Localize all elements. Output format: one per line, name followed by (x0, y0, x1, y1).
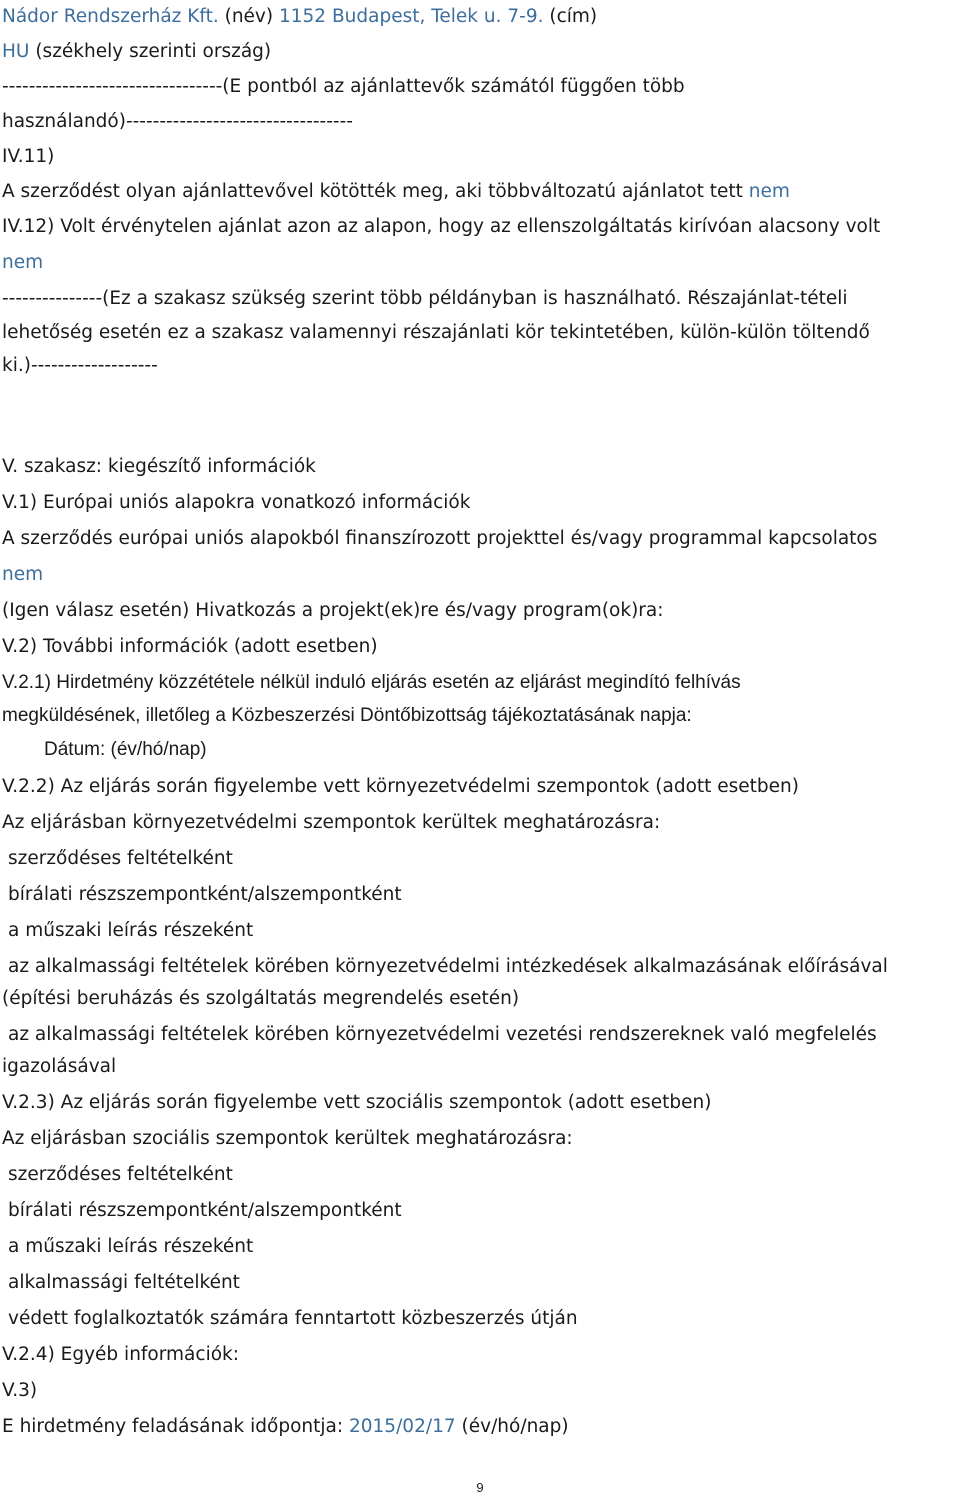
note-line-3: ki.)------------------- (2, 355, 158, 376)
v22-item-5: az alkalmassági feltételek körében környezetvédelmi vezetési rendszereknek való megfelelés (8, 1024, 877, 1045)
v23-item-1: szerződéses feltételként (8, 1164, 233, 1185)
v22-item-2: bírálati részszempontként/alszempontként (8, 884, 402, 905)
v22-item-1: szerződéses feltételként (8, 848, 233, 869)
header-company-line (2, 5, 597, 29)
section-v22-title: V.2.2) Az eljárás során figyelembe vett környezetvédelmi szempontok (adott esetben) (2, 776, 799, 797)
dispatch-line (2, 1415, 569, 1439)
country-code: HU (2, 41, 30, 62)
section-v3-title: V.3) (2, 1380, 38, 1401)
v23-item-3: a műszaki leírás részeként (8, 1236, 254, 1257)
dispatch-label: E hirdetmény feladásának időpontja: (2, 1416, 344, 1437)
section-iv11-label: IV.11) (2, 146, 55, 167)
note-line-1: ---------------(Ez a szakasz szükség szerint több példányban is használható. Részajánlat-tételi (2, 288, 848, 309)
section-v21-date: Dátum: (év/hó/nap) (44, 739, 207, 760)
v22-item-4: az alkalmassági feltételek körében környezetvédelmi intézkedések alkalmazásának előírásával (8, 956, 888, 977)
section-v1-reference: (Igen válasz esetén) Hivatkozás a projekt(ek)re és/vagy program(ok)ra: (2, 600, 664, 621)
section-v21-line-1: V.2.1) Hirdetmény közzététele nélkül induló eljárás esetén az eljárást megindító felhívás (2, 672, 741, 693)
section-iv12-text: IV.12) Volt érvénytelen ajánlat azon az alapon, hogy az ellenszolgáltatás kirívóan alacsony volt (2, 216, 881, 237)
dispatch-format: (év/hó/nap) (461, 1416, 569, 1437)
company-address: 1152 Budapest, Telek u. 7-9. (279, 6, 544, 27)
v23-item-2: bírálati részszempontként/alszempontként (8, 1200, 402, 1221)
section-v1-title: V.1) Európai uniós alapokra vonatkozó információk (2, 492, 471, 513)
separator-line-a: ---------------------------------(E pontból az ajánlattevők számától függően több (2, 76, 685, 97)
dispatch-date: 2015/02/17 (348, 1416, 456, 1437)
separator-line-b: használandó)---------------------------------- (2, 111, 353, 132)
section-v1-value: nem (2, 564, 44, 585)
address-label: (cím) (549, 6, 598, 27)
v23-item-5: védett foglalkoztatók számára fenntartott közbeszerzés útján (8, 1308, 578, 1329)
name-label: (név) (224, 6, 274, 27)
section-v1-text: A szerződés európai uniós alapokból finanszírozott projekttel és/vagy programmal kapcsolatos (2, 528, 878, 549)
page-number: 9 (476, 1480, 484, 1495)
v23-item-4: alkalmassági feltételként (8, 1272, 240, 1293)
section-v-title: V. szakasz: kiegészítő információk (2, 456, 316, 477)
section-iv11-line (2, 180, 790, 204)
v22-item-3: a műszaki leírás részeként (8, 920, 254, 941)
company-name: Nádor Rendszerház Kft. (2, 6, 219, 27)
note-line-2: lehetőség esetén ez a szakasz valamennyi részajánlati kör tekintetében, külön-külön töltendő (2, 322, 870, 343)
country-label: (székhely szerinti ország) (35, 41, 272, 62)
section-v23-intro: Az eljárásban szociális szempontok kerültek meghatározásra: (2, 1128, 573, 1149)
v22-item-4-continued: (építési beruházás és szolgáltatás megrendelés esetén) (2, 988, 520, 1009)
section-v23-title: V.2.3) Az eljárás során figyelembe vett szociális szempontok (adott esetben) (2, 1092, 712, 1113)
header-country-line (2, 40, 271, 64)
v22-item-5-continued: igazolásával (2, 1056, 117, 1077)
section-iv11-text: A szerződést olyan ajánlattevővel kötötték meg, aki többváltozatú ajánlatot tett (2, 181, 743, 202)
section-v22-intro: Az eljárásban környezetvédelmi szempontok kerültek meghatározásra: (2, 812, 661, 833)
section-v2-title: V.2) További információk (adott esetben) (2, 636, 378, 657)
section-v24-title: V.2.4) Egyéb információk: (2, 1344, 239, 1365)
section-iv12-value: nem (2, 252, 44, 273)
section-iv11-value: nem (748, 181, 790, 202)
section-v21-line-2: megküldésének, illetőleg a Közbeszerzési Döntőbizottság tájékoztatásának napja: (2, 705, 692, 726)
